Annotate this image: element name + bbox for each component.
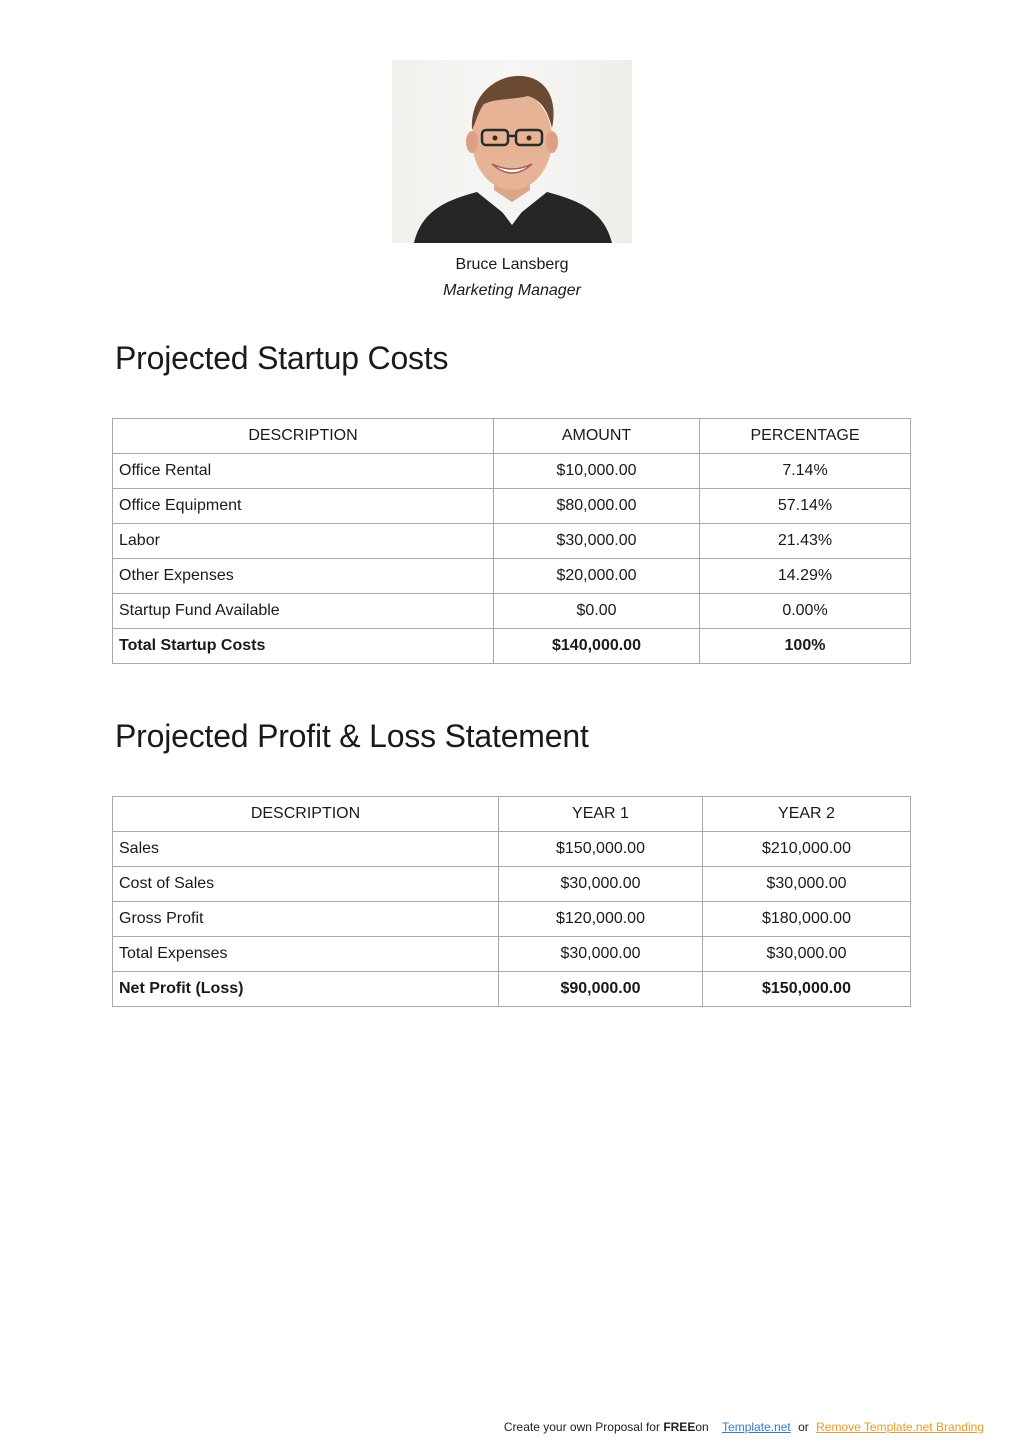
footer-or: or [798,1420,809,1434]
footer-branding [504,1419,984,1435]
row-percentage: 57.14% [700,489,911,524]
table-row [113,867,911,902]
row-description: Cost of Sales [113,867,499,902]
table-row [113,937,911,972]
template-net-link[interactable]: Template.net [722,1420,791,1434]
column-header-description: DESCRIPTION [113,797,499,832]
person-role: Marketing Manager [443,282,581,299]
column-header-year-1: YEAR 1 [499,797,703,832]
row-percentage: 0.00% [700,594,911,629]
row-percentage: 7.14% [700,454,911,489]
row-amount: $20,000.00 [494,559,700,594]
row-description: Startup Fund Available [113,594,494,629]
person-portrait-icon [392,60,632,243]
row-description: Office Equipment [113,489,494,524]
table-row [113,559,911,594]
row-year-1: $30,000.00 [499,867,703,902]
total-label: Total Startup Costs [113,629,494,664]
row-description: Sales [113,832,499,867]
row-year-2: $30,000.00 [703,937,911,972]
total-year-2: $150,000.00 [703,972,911,1007]
row-description: Gross Profit [113,902,499,937]
row-year-2: $180,000.00 [703,902,911,937]
row-amount: $30,000.00 [494,524,700,559]
row-year-1: $120,000.00 [499,902,703,937]
row-description: Labor [113,524,494,559]
table-row [113,594,911,629]
footer-prefix: Create your own Proposal for [503,1420,660,1434]
column-header-year-2: YEAR 2 [703,797,911,832]
column-header-percentage: PERCENTAGE [700,419,911,454]
table-header-row [113,419,911,454]
table-row [113,524,911,559]
row-amount: $80,000.00 [494,489,700,524]
row-description: Office Rental [113,454,494,489]
row-description: Other Expenses [113,559,494,594]
profit-loss-table [112,796,911,1007]
total-row [113,972,911,1007]
total-row [113,629,911,664]
table-row [113,902,911,937]
total-amount: $140,000.00 [494,629,700,664]
row-amount: $0.00 [494,594,700,629]
column-header-description: DESCRIPTION [113,419,494,454]
row-percentage: 21.43% [700,524,911,559]
row-year-2: $210,000.00 [703,832,911,867]
row-year-1: $30,000.00 [499,937,703,972]
startup-costs-table [112,418,911,664]
table-header-row [113,797,911,832]
person-name: Bruce Lansberg [455,256,569,273]
row-description: Total Expenses [113,937,499,972]
row-amount: $10,000.00 [494,454,700,489]
footer-on: on [695,1420,709,1434]
table-row [113,832,911,867]
startup-costs-title: Projected Startup Costs [115,340,449,376]
total-label: Net Profit (Loss) [113,972,499,1007]
profile-photo [392,60,632,243]
row-year-1: $150,000.00 [499,832,703,867]
table-row [113,454,911,489]
remove-branding-link[interactable]: Remove Template.net Branding [816,1420,984,1434]
row-year-2: $30,000.00 [703,867,911,902]
column-header-amount: AMOUNT [494,419,700,454]
total-percentage: 100% [700,629,911,664]
profit-loss-title: Projected Profit & Loss Statement [115,718,589,754]
table-row [113,489,911,524]
row-percentage: 14.29% [700,559,911,594]
footer-free: FREE [663,1420,696,1434]
total-year-1: $90,000.00 [499,972,703,1007]
